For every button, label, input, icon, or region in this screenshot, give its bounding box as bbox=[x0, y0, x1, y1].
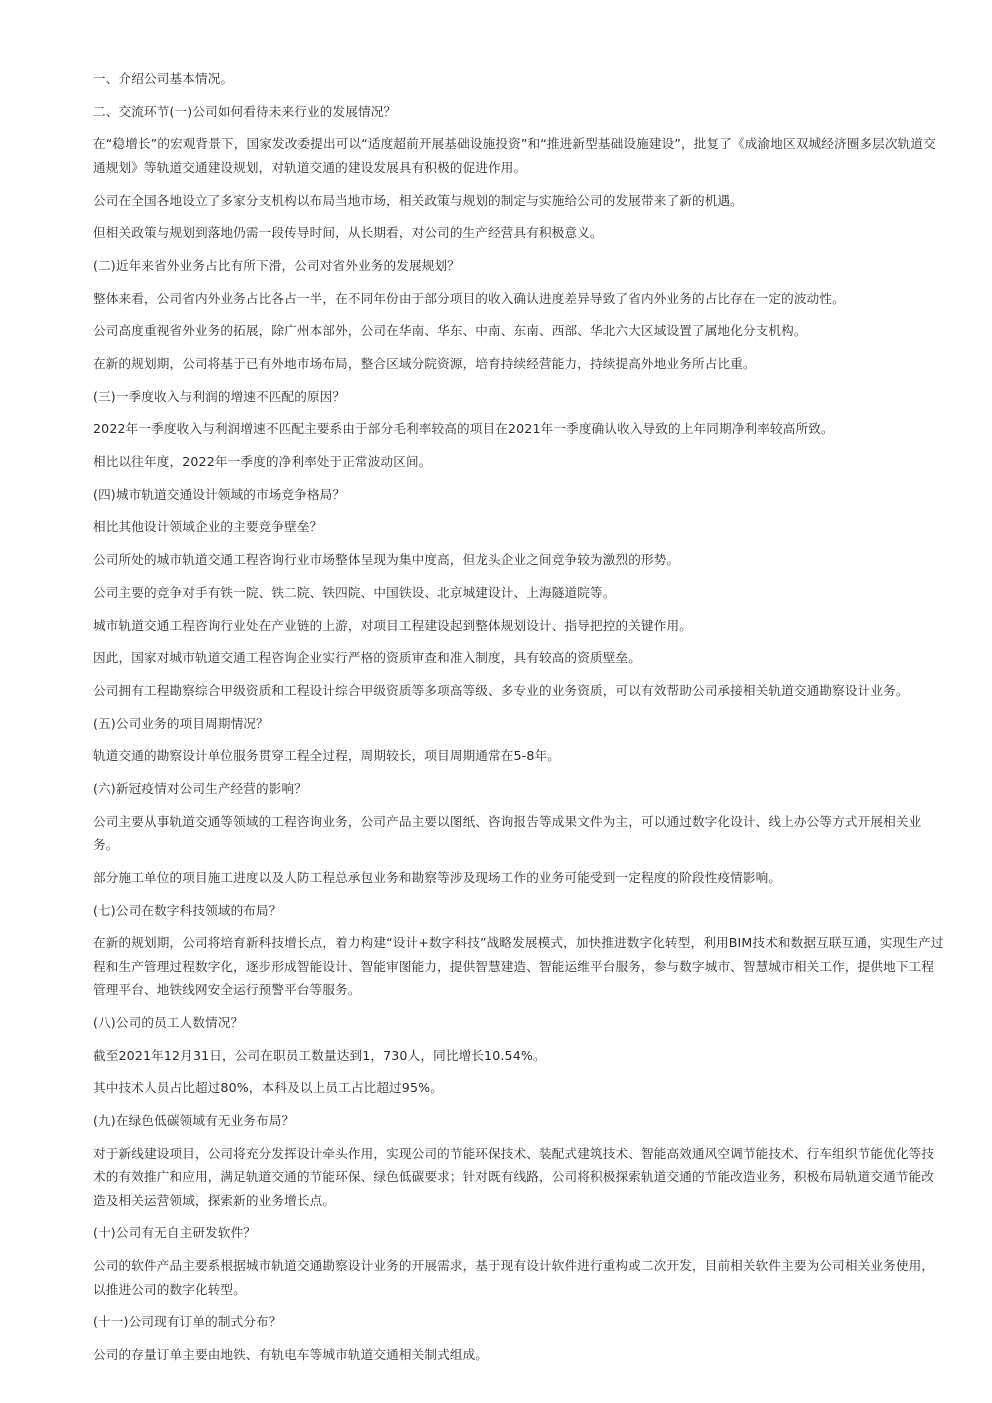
question-3: (三)一季度收入与利润的增速不匹配的原因？ bbox=[93, 388, 346, 404]
answer-7-paragraph-1: 在新的规划期，公司将培育新科技增长点，着力构建“设计+数字科技”战略发展模式，加快推进数字化转型，利用BIM技术和数据互联互通，实现生产过程和生产管理过程数字化，逐步形成智能设计、智能审图能力，提供智慧建造、智能运维平台服务，参与数字城市、智慧城市相关工作，提供地下工程管理平台、地铁线网安全运行预警平台等服务。 bbox=[93, 935, 944, 998]
question-9: (九)在绿色低碳领域有无业务布局？ bbox=[93, 1112, 295, 1128]
question-4-sub: 相比其他设计领域企业的主要竞争壁垒？ bbox=[93, 519, 323, 535]
question-10: (十)公司有无自主研发软件？ bbox=[93, 1225, 257, 1241]
answer-3-paragraph-1: 2022年一季度收入与利润增速不匹配主要系由于部分毛利率较高的项目在2021年一季度确认收入导致的上年同期净利率较高所致。 bbox=[93, 421, 834, 437]
answer-6-paragraph-2: 部分施工单位的项目施工进度以及人防工程总承包业务和勘察等涉及现场工作的业务可能受到一定程度的阶段性疫情影响。 bbox=[93, 869, 782, 885]
answer-2-paragraph-1: 整体来看，公司省内外业务占比各占一半，在不同年份由于部分项目的收入确认进度差异导致了省内外业务的占比存在一定的波动性。 bbox=[93, 290, 845, 306]
answer-11-paragraph-1: 公司的存量订单主要由地铁、有轨电车等城市轨道交通相关制式组成。 bbox=[93, 1346, 489, 1362]
answer-1-paragraph-3: 但相关政策与规划到落地仍需一段传导时间，从长期看，对公司的生产经营具有积极意义。 bbox=[93, 225, 603, 241]
answer-3-paragraph-2: 相比以往年度，2022年一季度的净利率处于正常波动区间。 bbox=[93, 454, 432, 470]
answer-1-paragraph-2: 公司在全国各地设立了多家分支机构以布局当地市场，相关政策与规划的制定与实施给公司的发展带来了新的机遇。 bbox=[93, 192, 743, 208]
question-6: (六)新冠疫情对公司生产经营的影响？ bbox=[93, 780, 308, 796]
document-body bbox=[93, 67, 945, 1376]
answer-2-paragraph-3: 在新的规划期，公司将基于已有外地市场布局，整合区域分院资源，培育持续经营能力，持续提高外地业务所占比重。 bbox=[93, 356, 756, 371]
answer-1-paragraph-1: 在“稳增长”的宏观背景下，国家发改委提出可以“适度超前开展基础设施投资”和“推进新型基础设施建设”，批复了《成渝地区双城经济圈多层次轨道交通规划》等轨道交通建设规划，对轨道交通的建设发展具有积极的促进作用。 bbox=[93, 136, 936, 175]
answer-5-paragraph-1: 轨道交通的勘察设计单位服务贯穿工程全过程，周期较长，项目周期通常在5-8年。 bbox=[93, 748, 561, 764]
answer-4-paragraph-5: 公司拥有工程勘察综合甲级资质和工程设计综合甲级资质等多项高等级、多专业的业务资质，可以有效帮助公司承接相关轨道交通勘察设计业务。 bbox=[93, 682, 909, 698]
question-4: (四)城市轨道交通设计领域的市场竞争格局？ bbox=[93, 486, 346, 502]
answer-8-paragraph-2: 其中技术人员占比超过80%，本科及以上员工占比超过95%。 bbox=[93, 1080, 443, 1096]
answer-2-paragraph-2: 公司高度重视省外业务的拓展，除广州本部外，公司在华南、华东、中南、东南、西部、华北六大区域设置了属地化分支机构。 bbox=[93, 323, 807, 339]
answer-10-paragraph-1: 公司的软件产品主要系根据城市轨道交通勘察设计业务的开展需求，基于现有设计软件进行重构或二次开发，目前相关软件主要为公司相关业务使用，以推进公司的数字化转型。 bbox=[93, 1258, 935, 1297]
answer-4-paragraph-1: 公司所处的城市轨道交通工程咨询行业市场整体呈现为集中度高，但龙头企业之间竞争较为激烈的形势。 bbox=[93, 552, 680, 568]
question-7: (七)公司在数字科技领域的布局？ bbox=[93, 902, 282, 918]
answer-4-paragraph-4: 因此，国家对城市轨道交通工程咨询企业实行严格的资质审查和准入制度，具有较高的资质壁垒。 bbox=[93, 650, 641, 666]
question-2: (二)近年来省外业务占比有所下滑，公司对省外业务的发展规划？ bbox=[93, 257, 460, 273]
answer-4-paragraph-3: 城市轨道交通工程咨询行业处在产业链的上游，对项目工程建设起到整体规划设计、指导把控的关键作用。 bbox=[93, 617, 692, 633]
question-5: (五)公司业务的项目周期情况？ bbox=[93, 715, 269, 731]
answer-6-paragraph-1: 公司主要从事轨道交通等领域的工程咨询业务，公司产品主要以图纸、咨询报告等成果文件为主，可以通过数字化设计、线上办公等方式开展相关业务。 bbox=[93, 813, 922, 853]
answer-4-paragraph-2: 公司主要的竞争对手有铁一院、铁二院、铁四院、中国铁设、北京城建设计、上海隧道院等。 bbox=[93, 584, 616, 600]
question-11: (十一)公司现有订单的制式分布？ bbox=[93, 1314, 282, 1330]
answer-8-paragraph-1: 截至2021年12月31日，公司在职员工数量达到1，730人，同比增长10.54%。 bbox=[93, 1047, 546, 1063]
question-8: (八)公司的员工人数情况？ bbox=[93, 1014, 244, 1030]
section-heading-intro: 一、介绍公司基本情况。 bbox=[93, 71, 234, 86]
question-1: 二、交流环节(一)公司如何看待未来行业的发展情况？ bbox=[93, 103, 397, 119]
answer-9-paragraph-1: 对于新线建设项目，公司将充分发挥设计牵头作用，实现公司的节能环保技术、装配式建筑技术、智能高效通风空调节能技术、行车组织节能优化等技术的有效推广和应用，满足轨道交通的节能环保、绿色低碳要求；针对既有线路，公司将积极探索轨道交通的节能改造业务，积极布局轨道交通节能改造及相关运营领域，探索新的业务增长点。 bbox=[93, 1145, 935, 1208]
